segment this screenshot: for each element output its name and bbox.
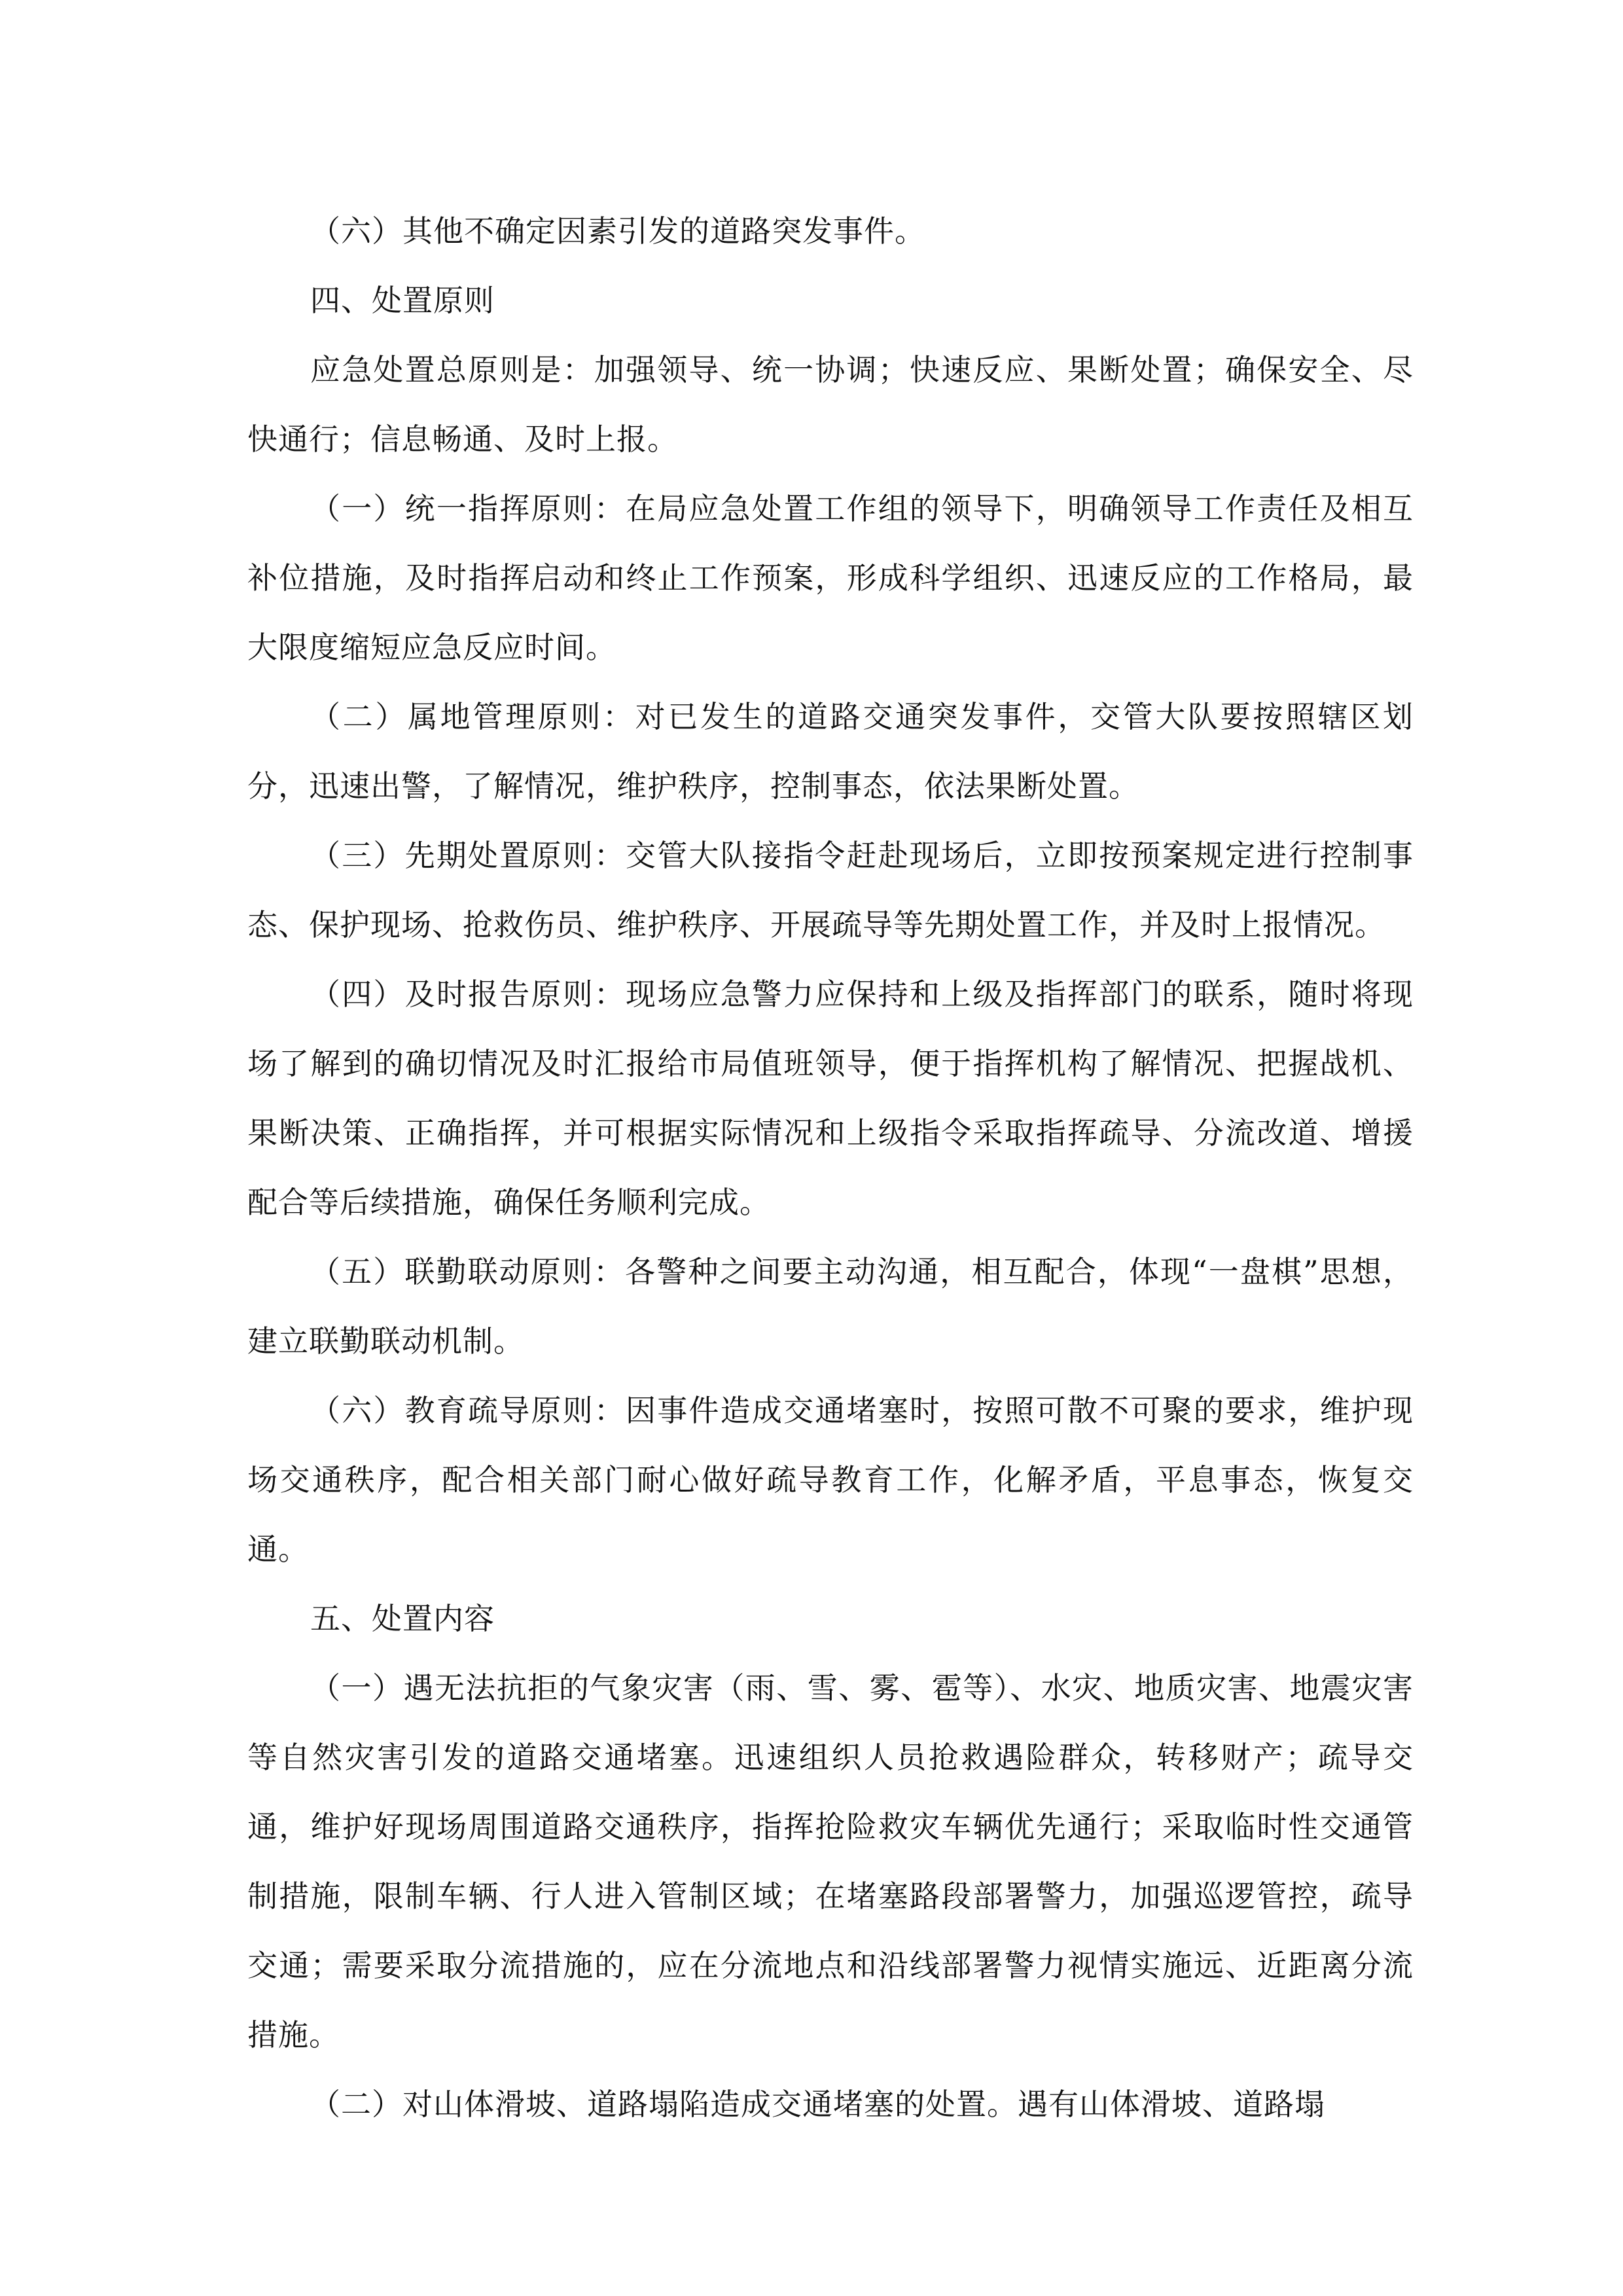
content-2-landslide: （二）对山体滑坡、道路塌陷造成交通堵塞的处置。遇有山体滑坡、道路塌 <box>310 2087 1325 2122</box>
section-5-heading: 五、处置内容 <box>310 1601 495 1636</box>
principle-6-education: （六）教育疏导原则：因事件造成交通堵塞时，按照可散不可聚的要求，维护现场交通秩序，配合相关部门耐心做好疏导教育工作，化解矛盾，平息事态，恢复交通。 <box>247 1393 1414 1567</box>
principle-1-unified-command: （一）统一指挥原则：在局应急处置工作组的领导下，明确领导工作责任及相互补位措施，及时指挥启动和终止工作预案，形成科学组织、迅速反应的工作格局，最大限度缩短应急反应时间。 <box>247 491 1414 665</box>
principle-2-territorial: （二）属地管理原则：对已发生的道路交通突发事件，交管大队要按照辖区划分，迅速出警，了解情况，维护秩序，控制事态，依法果断处置。 <box>247 699 1414 804</box>
principle-3-initial-response: （三）先期处置原则：交管大队接指令赶赴现场后，立即按预案规定进行控制事态、保护现场、抢救伤员、维护秩序、开展疏导等先期处置工作，并及时上报情况。 <box>247 838 1414 942</box>
item-6-other-events: （六）其他不确定因素引发的道路突发事件。 <box>310 213 925 249</box>
content-1-natural-disasters: （一）遇无法抗拒的气象灾害（雨、雪、雾、雹等）、水灾、地质灾害、地震灾害等自然灾害引发的道路交通堵塞。迅速组织人员抢救遇险群众，转移财产；疏导交通，维护好现场周围道路交通秩序，指挥抢险救灾车辆优先通行；采取临时性交通管制措施，限制车辆、行人进入管制区域；在堵塞路段部署警力，加强巡逻管控，疏导交通；需要采取分流措施的，应在分流地点和沿线部署警力视情实施远、近距离分流措施。 <box>247 1670 1414 2053</box>
document-body <box>247 196 1414 2139</box>
principle-5-joint-action: （五）联勤联动原则：各警种之间要主动沟通，相互配合，体现“一盘棋”思想，建立联勤联动机制。 <box>247 1254 1414 1359</box>
general-principle: 应急处置总原则是：加强领导、统一协调；快速反应、果断处置；确保安全、尽快通行；信息畅通、及时上报。 <box>247 352 1414 457</box>
principle-4-timely-report: （四）及时报告原则：现场应急警力应保持和上级及指挥部门的联系，随时将现场了解到的确切情况及时汇报给市局值班领导，便于指挥机构了解情况、把握战机、果断决策、正确指挥，并可根据实际情况和上级指令采取指挥疏导、分流改道、增援配合等后续措施，确保任务顺利完成。 <box>247 977 1414 1220</box>
section-4-heading: 四、处置原则 <box>310 283 495 318</box>
